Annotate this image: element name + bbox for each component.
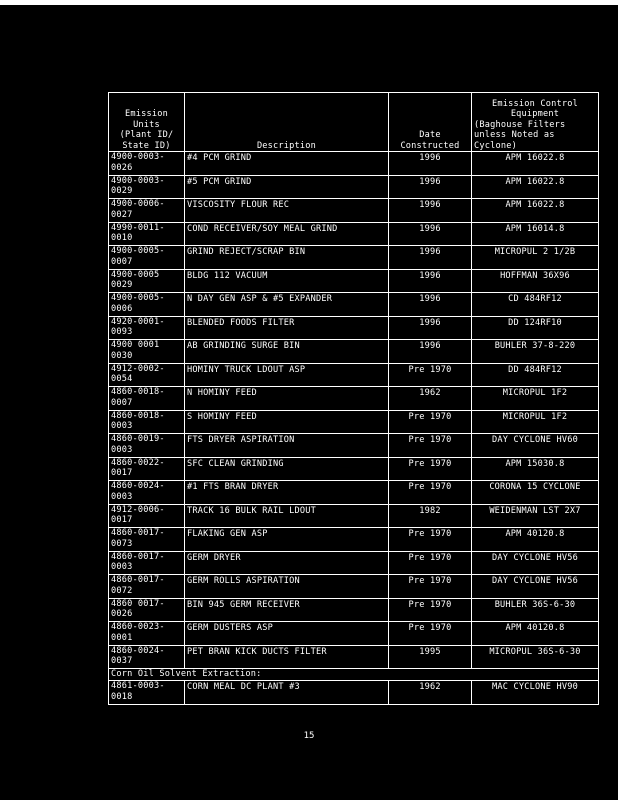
cell-control-equipment: MICROPUL 2 1/2B <box>472 246 599 270</box>
cell-date-constructed: Pre 1970 <box>389 363 472 387</box>
cell-emission-unit-id: 4912-0002- 0054 <box>109 363 185 387</box>
cell-description: SFC CLEAN GRINDING <box>185 457 389 481</box>
table-row <box>109 222 599 246</box>
cell-control-equipment: BUHLER 36S-6-30 <box>472 598 599 622</box>
table-row <box>109 152 599 176</box>
table-row <box>109 575 599 599</box>
cell-description: TRACK 16 BULK RAIL LDOUT <box>185 504 389 528</box>
cell-description: GRIND REJECT/SCRAP BIN <box>185 246 389 270</box>
cell-date-constructed: 1996 <box>389 340 472 364</box>
cell-emission-unit-id: 4900-0005 0029 <box>109 269 185 293</box>
table-row <box>109 681 599 705</box>
cell-date-constructed: 1962 <box>389 681 472 705</box>
cell-control-equipment: MICROPUL 1F2 <box>472 410 599 434</box>
cell-emission-unit-id: 4860-0024- 0003 <box>109 481 185 505</box>
cell-emission-unit-id: 4900-0006- 0027 <box>109 199 185 223</box>
cell-control-equipment: DAY CYCLONE HV56 <box>472 551 599 575</box>
table-row <box>109 175 599 199</box>
cell-date-constructed: Pre 1970 <box>389 457 472 481</box>
cell-control-equipment: MICROPUL 1F2 <box>472 387 599 411</box>
table-row <box>109 457 599 481</box>
section-header-row <box>109 669 599 681</box>
cell-emission-unit-id: 4860-0024- 0037 <box>109 645 185 669</box>
table-row <box>109 269 599 293</box>
cell-emission-unit-id: 4860-0019- 0003 <box>109 434 185 458</box>
cell-description: FTS DRYER ASPIRATION <box>185 434 389 458</box>
cell-date-constructed: Pre 1970 <box>389 410 472 434</box>
cell-emission-unit-id: 4860-0017- 0073 <box>109 528 185 552</box>
header-emission-units: Emission Units (Plant ID/ State ID) <box>109 93 185 152</box>
cell-date-constructed: 1996 <box>389 222 472 246</box>
cell-control-equipment: DAY CYCLONE HV56 <box>472 575 599 599</box>
cell-date-constructed: 1996 <box>389 175 472 199</box>
cell-emission-unit-id: 4860-0017- 0003 <box>109 551 185 575</box>
cell-emission-unit-id: 4860 0017- 0026 <box>109 598 185 622</box>
cell-description: VISCOSITY FLOUR REC <box>185 199 389 223</box>
table-row <box>109 528 599 552</box>
cell-control-equipment: CD 484RF12 <box>472 293 599 317</box>
cell-emission-unit-id: 4912-0006- 0017 <box>109 504 185 528</box>
cell-date-constructed: Pre 1970 <box>389 622 472 646</box>
table-row <box>109 387 599 411</box>
cell-date-constructed: 1996 <box>389 199 472 223</box>
cell-date-constructed: Pre 1970 <box>389 481 472 505</box>
cell-date-constructed: Pre 1970 <box>389 551 472 575</box>
cell-description: BLDG 112 VACUUM <box>185 269 389 293</box>
table-row <box>109 340 599 364</box>
table-row <box>109 199 599 223</box>
cell-emission-unit-id: 4900-0005- 0007 <box>109 246 185 270</box>
table-row <box>109 410 599 434</box>
cell-emission-unit-id: 4860-0017- 0072 <box>109 575 185 599</box>
table-row <box>109 434 599 458</box>
cell-date-constructed: 1996 <box>389 316 472 340</box>
cell-description: #4 PCM GRIND <box>185 152 389 176</box>
table-row <box>109 504 599 528</box>
table-row <box>109 622 599 646</box>
cell-emission-unit-id: 4900-0005- 0006 <box>109 293 185 317</box>
cell-control-equipment: DD 484RF12 <box>472 363 599 387</box>
cell-emission-unit-id: 4900 0001 0030 <box>109 340 185 364</box>
cell-description: COND RECEIVER/SOY MEAL GRIND <box>185 222 389 246</box>
cell-control-equipment: DAY CYCLONE HV60 <box>472 434 599 458</box>
cell-emission-unit-id: 4920-0001- 0093 <box>109 316 185 340</box>
page-top-edge <box>0 0 618 5</box>
cell-description: S HOMINY FEED <box>185 410 389 434</box>
cell-date-constructed: Pre 1970 <box>389 528 472 552</box>
table-row <box>109 293 599 317</box>
table-row <box>109 551 599 575</box>
cell-control-equipment: APM 16022.8 <box>472 175 599 199</box>
cell-description: N DAY GEN ASP & #5 EXPANDER <box>185 293 389 317</box>
table-row <box>109 481 599 505</box>
cell-description: #5 PCM GRIND <box>185 175 389 199</box>
cell-date-constructed: 1995 <box>389 645 472 669</box>
cell-description: BLENDED FOODS FILTER <box>185 316 389 340</box>
cell-control-equipment: APM 16022.8 <box>472 152 599 176</box>
section-title: Corn Oil Solvent Extraction: <box>109 669 599 681</box>
cell-description: GERM ROLLS ASPIRATION <box>185 575 389 599</box>
cell-control-equipment: BUHLER 37-8-220 <box>472 340 599 364</box>
cell-control-equipment: APM 15030.8 <box>472 457 599 481</box>
cell-emission-unit-id: 4900-0003- 0026 <box>109 152 185 176</box>
cell-date-constructed: 1996 <box>389 152 472 176</box>
cell-emission-unit-id: 4860-0018- 0007 <box>109 387 185 411</box>
cell-date-constructed: 1982 <box>389 504 472 528</box>
header-date-constructed: Date Constructed <box>389 93 472 152</box>
table-row <box>109 598 599 622</box>
table-row <box>109 363 599 387</box>
cell-control-equipment: MAC CYCLONE HV90 <box>472 681 599 705</box>
cell-control-equipment: APM 40120.8 <box>472 528 599 552</box>
page-number: 15 <box>303 731 315 741</box>
cell-date-constructed: 1996 <box>389 269 472 293</box>
emission-units-table <box>108 92 599 705</box>
cell-description: HOMINY TRUCK LDOUT ASP <box>185 363 389 387</box>
cell-date-constructed: Pre 1970 <box>389 598 472 622</box>
cell-date-constructed: 1962 <box>389 387 472 411</box>
cell-description: GERM DUSTERS ASP <box>185 622 389 646</box>
cell-emission-unit-id: 4860-0018- 0003 <box>109 410 185 434</box>
header-emission-control-equipment: Emission Control Equipment (Baghouse Filters unless Noted as Cyclone) <box>472 93 599 152</box>
cell-description: #1 FTS BRAN DRYER <box>185 481 389 505</box>
cell-control-equipment: APM 40120.8 <box>472 622 599 646</box>
cell-description: FLAKING GEN ASP <box>185 528 389 552</box>
cell-control-equipment: HOFFMAN 36X96 <box>472 269 599 293</box>
cell-date-constructed: Pre 1970 <box>389 434 472 458</box>
cell-emission-unit-id: 4860-0023- 0001 <box>109 622 185 646</box>
table-body <box>109 152 599 705</box>
table-row <box>109 645 599 669</box>
cell-control-equipment: WEIDENMAN LST 2X7 <box>472 504 599 528</box>
cell-date-constructed: Pre 1970 <box>389 575 472 599</box>
cell-description: CORN MEAL DC PLANT #3 <box>185 681 389 705</box>
cell-control-equipment: CORONA 15 CYCLONE <box>472 481 599 505</box>
cell-description: PET BRAN KICK DUCTS FILTER <box>185 645 389 669</box>
table-header-row <box>109 93 599 152</box>
cell-emission-unit-id: 4861-0003- 0018 <box>109 681 185 705</box>
cell-description: AB GRINDING SURGE BIN <box>185 340 389 364</box>
cell-date-constructed: 1996 <box>389 246 472 270</box>
cell-description: N HOMINY FEED <box>185 387 389 411</box>
cell-control-equipment: APM 16014.8 <box>472 222 599 246</box>
cell-control-equipment: APM 16022.8 <box>472 199 599 223</box>
emission-units-table-container <box>108 92 598 705</box>
cell-description: BIN 945 GERM RECEIVER <box>185 598 389 622</box>
cell-control-equipment: DD 124RF10 <box>472 316 599 340</box>
cell-emission-unit-id: 4860-0022- 0017 <box>109 457 185 481</box>
cell-control-equipment: MICROPUL 36S-6-30 <box>472 645 599 669</box>
header-description: Description <box>185 93 389 152</box>
cell-emission-unit-id: 4990-0011- 0010 <box>109 222 185 246</box>
cell-description: GERM DRYER <box>185 551 389 575</box>
cell-date-constructed: 1996 <box>389 293 472 317</box>
cell-emission-unit-id: 4900-0003- 0029 <box>109 175 185 199</box>
table-row <box>109 246 599 270</box>
table-row <box>109 316 599 340</box>
